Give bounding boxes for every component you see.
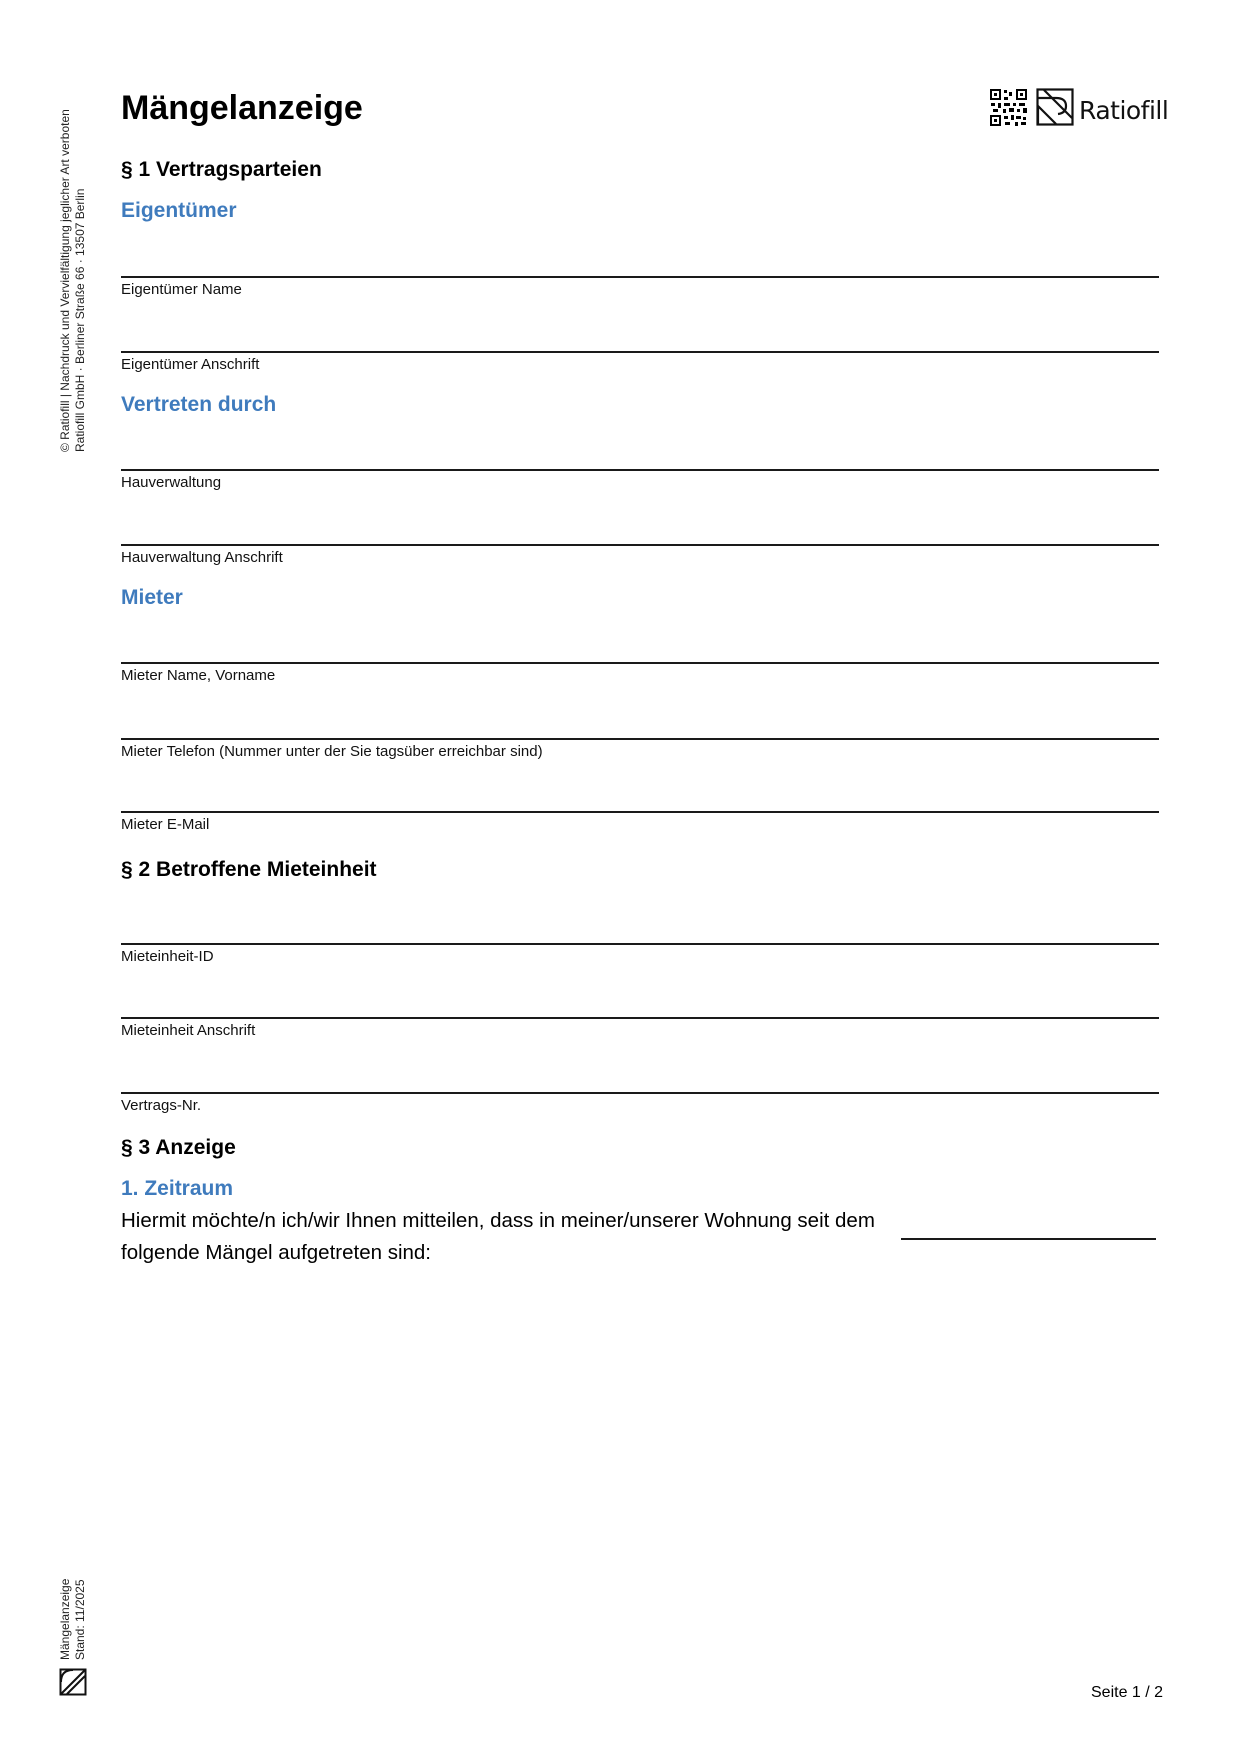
management-label: Hauverwaltung (121, 474, 222, 491)
management-address-label: Hauverwaltung Anschrift (121, 549, 283, 566)
section-1-heading: § 1 Vertragsparteien (121, 158, 322, 181)
management-field[interactable] (121, 469, 1159, 492)
owner-heading: Eigentümer (121, 199, 237, 222)
sidebar-copyright (58, 109, 88, 452)
notice-text-line-1: Hiermit möchte/n ich/wir Ihnen mitteilen, dass in meiner/unserer Wohnung seit dem (121, 1209, 875, 1232)
since-date-line[interactable] (901, 1238, 1156, 1240)
tenant-phone-line[interactable] (121, 738, 1159, 740)
unit-id-line[interactable] (121, 943, 1159, 945)
page-number: Seite 1 / 2 (1091, 1684, 1164, 1701)
doc-date: Stand: 11/2025 (73, 1579, 87, 1660)
management-line[interactable] (121, 469, 1159, 471)
ratiofill-small-logo-icon (59, 1668, 87, 1696)
tenant-name-label: Mieter Name, Vorname (121, 667, 276, 684)
tenant-email-label: Mieter E-Mail (121, 816, 210, 833)
tenant-name-line[interactable] (121, 662, 1159, 664)
management-address-line[interactable] (121, 544, 1159, 546)
owner-address-line[interactable] (121, 351, 1159, 353)
period-heading: 1. Zeitraum (121, 1177, 234, 1200)
unit-address-line[interactable] (121, 1017, 1159, 1019)
section-3-heading: § 3 Anzeige (121, 1136, 236, 1159)
owner-address-label: Eigentümer Anschrift (121, 356, 260, 373)
page-title: Mängelanzeige (121, 89, 363, 127)
owner-name-label: Eigentümer Name (121, 281, 242, 298)
copyright-line: © Ratiofill | Nachdruck und Vervielfältigung jeglicher Art verboten (58, 109, 72, 452)
qr-code-icon (990, 89, 1027, 126)
notice-text-line-2: folgende Mängel aufgetreten sind: (121, 1241, 432, 1264)
owner-address-field[interactable] (121, 351, 1159, 374)
owner-name-field[interactable] (121, 276, 1159, 299)
company-address-line: Ratiofill GmbH · Berliner Straße 66 · 13507 Berlin (73, 188, 87, 452)
unit-address-field[interactable] (121, 1017, 1159, 1040)
tenant-email-field[interactable] (121, 811, 1159, 834)
doc-name: Mängelanzeige (58, 1578, 72, 1660)
management-address-field[interactable] (121, 544, 1159, 567)
notice-paragraph (121, 1205, 1171, 1269)
contract-number-field[interactable] (121, 1092, 1159, 1115)
brand-logo (990, 87, 1168, 127)
contract-number-line[interactable] (121, 1092, 1159, 1094)
ratiofill-mark-icon (1036, 88, 1074, 126)
section-2-heading: § 2 Betroffene Mieteinheit (121, 858, 377, 881)
sidebar-doc-info (58, 1579, 88, 1660)
tenant-name-field[interactable] (121, 662, 1159, 685)
unit-id-field[interactable] (121, 943, 1159, 966)
brand-name: Ratiofill (1079, 95, 1169, 125)
represented-heading: Vertreten durch (121, 393, 277, 416)
tenant-email-line[interactable] (121, 811, 1159, 813)
tenant-phone-label: Mieter Telefon (Nummer unter der Sie tagsüber erreichbar sind) (121, 743, 543, 760)
contract-number-label: Vertrags-Nr. (121, 1097, 202, 1114)
unit-address-label: Mieteinheit Anschrift (121, 1022, 256, 1039)
tenant-heading: Mieter (121, 586, 183, 609)
tenant-phone-field[interactable] (121, 738, 1159, 761)
owner-name-line[interactable] (121, 276, 1159, 278)
unit-id-label: Mieteinheit-ID (121, 948, 214, 965)
